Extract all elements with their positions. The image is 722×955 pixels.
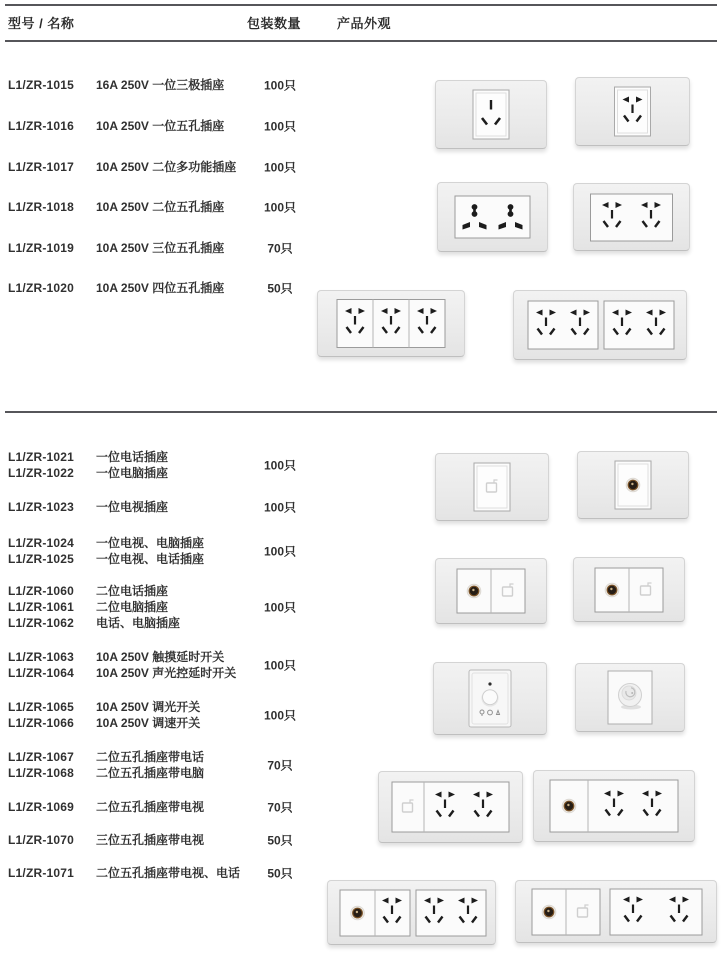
product-name: 一位电视、电话插座	[96, 552, 205, 566]
table-row-group	[8, 649, 310, 681]
pack-quantity: 100只	[263, 160, 297, 175]
model-number: L1/ZR-1071	[8, 866, 75, 880]
table-row	[8, 280, 310, 296]
model-number: L1/ZR-1060	[8, 584, 75, 598]
product-name: 三位五孔插座带电视	[96, 833, 205, 847]
product-name: 10A 250V 四位五孔插座	[96, 281, 225, 295]
table-row-group	[8, 535, 310, 567]
column-header-model-name: 型号 / 名称	[8, 16, 75, 31]
plate-rotary-dimmer-switch	[575, 663, 685, 732]
column-header-appearance: 产品外观	[337, 16, 392, 31]
table-row	[8, 240, 310, 256]
product-name: 一位电视、电脑插座	[96, 536, 205, 550]
product-name: 二位五孔插座带电话	[96, 750, 205, 764]
table-row	[8, 159, 310, 175]
table-row	[8, 77, 310, 93]
plate-tv-plus-data-jack-socket	[435, 558, 547, 624]
product-name: 一位电脑插座	[96, 466, 169, 480]
plate-data-jack-plus-two-5hole	[378, 771, 523, 843]
table-row-group	[8, 499, 310, 515]
plate-tv-plus-data-jack-socket-2	[573, 557, 685, 622]
model-number: L1/ZR-1016	[8, 119, 75, 133]
model-number: L1/ZR-1015	[8, 78, 75, 92]
model-number: L1/ZR-1069	[8, 800, 75, 814]
model-number: L1/ZR-1065	[8, 700, 75, 714]
table-row-group	[8, 832, 310, 848]
pack-quantity: 50只	[267, 833, 293, 848]
model-number: L1/ZR-1018	[8, 200, 75, 214]
product-name: 10A 250V 声光控延时开关	[96, 666, 237, 680]
product-name: 电话、电脑插座	[96, 616, 181, 630]
pack-quantity: 100只	[263, 658, 297, 673]
table-row-group	[8, 699, 310, 731]
pack-quantity: 50只	[267, 281, 293, 296]
product-name: 二位五孔插座带电视	[96, 800, 205, 814]
model-number: L1/ZR-1019	[8, 241, 75, 255]
model-number: L1/ZR-1067	[8, 750, 75, 764]
column-header-quantity: 包装数量	[247, 16, 302, 31]
product-name: 二位电脑插座	[96, 600, 169, 614]
plate-tv-data-plus-two-5hole	[515, 880, 717, 943]
pack-quantity: 100只	[263, 458, 297, 473]
plate-1gang-data-jack-socket	[435, 453, 549, 521]
pack-quantity: 100只	[263, 200, 297, 215]
pack-quantity: 100只	[263, 119, 297, 134]
product-name: 10A 250V 二位多功能插座	[96, 160, 237, 174]
model-number: L1/ZR-1020	[8, 281, 75, 295]
top-rule	[5, 4, 717, 6]
pack-quantity: 100只	[263, 544, 297, 559]
model-number: L1/ZR-1024	[8, 536, 75, 550]
pack-quantity: 50只	[267, 866, 293, 881]
model-number: L1/ZR-1064	[8, 666, 75, 680]
table-row-group	[8, 865, 310, 881]
pack-quantity: 100只	[263, 78, 297, 93]
pack-quantity: 100只	[263, 500, 297, 515]
model-number: L1/ZR-1066	[8, 716, 75, 730]
model-number: L1/ZR-1061	[8, 600, 75, 614]
table-row	[8, 118, 310, 134]
product-name: 10A 250V 调速开关	[96, 716, 201, 730]
plate-1gang-3pin-socket	[435, 80, 547, 149]
product-name: 二位五孔插座带电视、电话	[96, 866, 241, 880]
plate-3gang-5hole-socket	[317, 290, 465, 357]
product-name: 二位电话插座	[96, 584, 169, 598]
model-number: L1/ZR-1068	[8, 766, 75, 780]
product-name: 10A 250V 一位五孔插座	[96, 119, 225, 133]
pack-quantity: 100只	[263, 600, 297, 615]
section-divider-rule	[5, 411, 717, 413]
plate-1gang-5hole-socket	[575, 77, 690, 146]
plate-4gang-5hole-socket	[513, 290, 687, 360]
product-name: 16A 250V 一位三极插座	[96, 78, 225, 92]
product-name: 一位电话插座	[96, 450, 169, 464]
table-row-group	[8, 799, 310, 815]
model-number: L1/ZR-1022	[8, 466, 75, 480]
model-number: L1/ZR-1025	[8, 552, 75, 566]
model-number: L1/ZR-1063	[8, 650, 75, 664]
model-number: L1/ZR-1062	[8, 616, 75, 630]
plate-2gang-5hole-socket	[573, 183, 690, 251]
product-name: 10A 250V 调光开关	[96, 700, 201, 714]
table-row-group	[8, 449, 310, 481]
model-number: L1/ZR-1017	[8, 160, 75, 174]
table-row	[8, 199, 310, 215]
model-number: L1/ZR-1021	[8, 450, 75, 464]
model-number: L1/ZR-1070	[8, 833, 75, 847]
product-name: 10A 250V 二位五孔插座	[96, 200, 225, 214]
pack-quantity: 70只	[267, 800, 293, 815]
pack-quantity: 70只	[267, 241, 293, 256]
header-rule	[5, 40, 717, 42]
product-name: 10A 250V 三位五孔插座	[96, 241, 225, 255]
plate-2gang-multifunction-socket	[437, 182, 548, 252]
product-name: 一位电视插座	[96, 500, 169, 514]
plate-tv-plus-5hole-plus-two-5hole	[327, 880, 496, 945]
product-name: 二位五孔插座带电脑	[96, 766, 205, 780]
plate-1gang-tv-socket	[577, 451, 689, 519]
plate-tv-plus-two-5hole	[533, 770, 695, 842]
plate-touch-delay-switch	[433, 662, 547, 735]
pack-quantity: 70只	[267, 758, 293, 773]
model-number: L1/ZR-1023	[8, 500, 75, 514]
pack-quantity: 100只	[263, 708, 297, 723]
table-row-group	[8, 749, 310, 781]
table-row-group	[8, 583, 310, 631]
product-name: 10A 250V 触摸延时开关	[96, 650, 225, 664]
